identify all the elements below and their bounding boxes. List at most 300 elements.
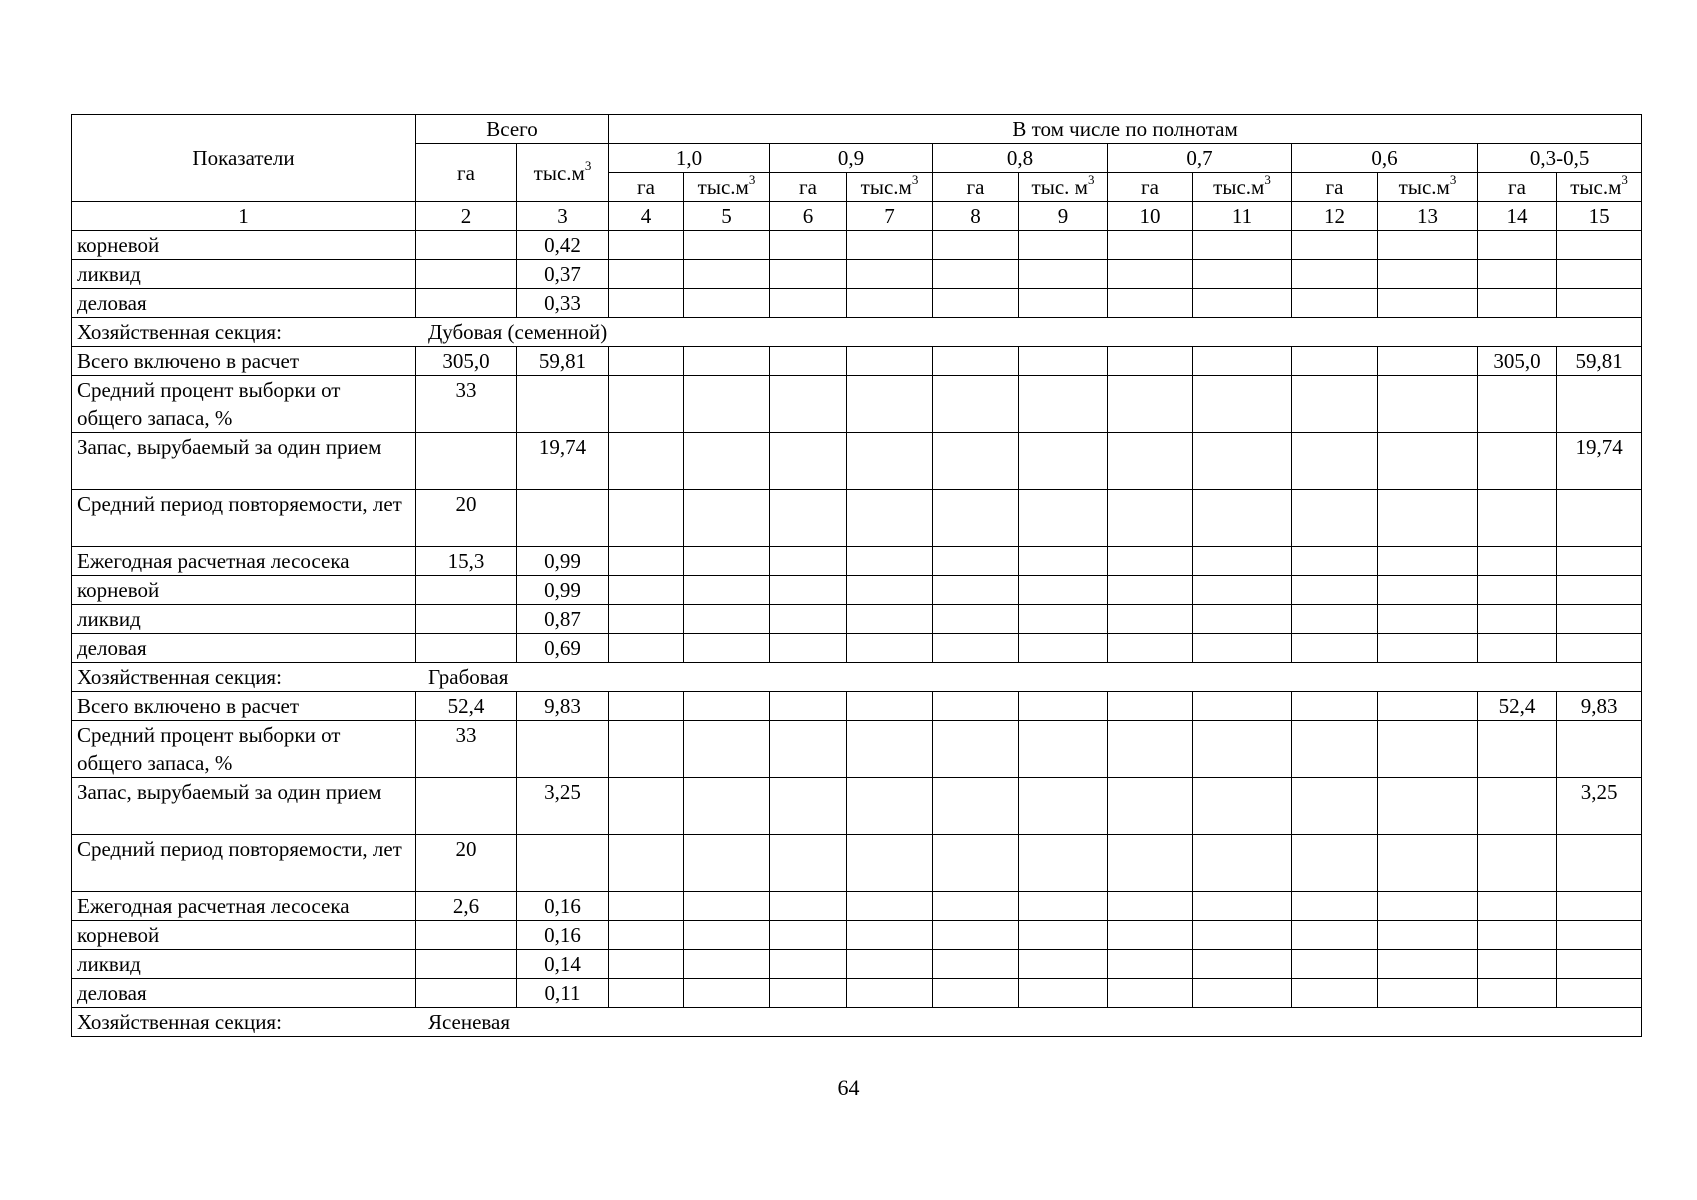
table-row bbox=[72, 692, 1642, 721]
empty-cell bbox=[609, 347, 684, 376]
empty-cell bbox=[847, 289, 933, 318]
column-number-cell: 5 bbox=[684, 202, 770, 231]
empty-cell bbox=[770, 721, 847, 778]
empty-cell bbox=[684, 231, 770, 260]
header-density-0-3-0-5: 0,3-0,5 bbox=[1478, 144, 1642, 173]
unit-text: тыс.м bbox=[1570, 175, 1622, 199]
total-volume-cell: 0,87 bbox=[517, 605, 609, 634]
density-0-3-0-5-volume-cell bbox=[1557, 721, 1642, 778]
total-ha-cell bbox=[416, 433, 517, 490]
empty-cell bbox=[1193, 376, 1292, 433]
empty-cell bbox=[1108, 921, 1193, 950]
density-0-3-0-5-ha-cell bbox=[1478, 892, 1557, 921]
empty-cell bbox=[609, 950, 684, 979]
density-0-3-0-5-volume-cell bbox=[1557, 892, 1642, 921]
empty-cell bbox=[684, 376, 770, 433]
column-number-cell: 14 bbox=[1478, 202, 1557, 231]
table-row bbox=[72, 347, 1642, 376]
empty-cell bbox=[770, 950, 847, 979]
table-row bbox=[72, 231, 1642, 260]
empty-cell bbox=[847, 605, 933, 634]
density-0-3-0-5-volume-cell bbox=[1557, 376, 1642, 433]
empty-cell bbox=[1292, 634, 1378, 663]
unit-superscript: 3 bbox=[1264, 172, 1271, 187]
header-density-0-8: 0,8 bbox=[933, 144, 1108, 173]
empty-cell bbox=[1193, 490, 1292, 547]
empty-cell bbox=[1193, 778, 1292, 835]
density-0-3-0-5-ha-cell bbox=[1478, 547, 1557, 576]
subheader-volume bbox=[1378, 173, 1478, 202]
section-row bbox=[72, 1008, 1642, 1037]
subheader-volume bbox=[1019, 173, 1108, 202]
empty-cell bbox=[933, 950, 1019, 979]
empty-cell bbox=[1378, 376, 1478, 433]
empty-cell bbox=[609, 721, 684, 778]
table-row bbox=[72, 490, 1642, 547]
total-ha-cell bbox=[416, 576, 517, 605]
empty-cell bbox=[1378, 979, 1478, 1008]
empty-cell bbox=[684, 921, 770, 950]
empty-cell bbox=[847, 634, 933, 663]
column-number-cell: 2 bbox=[416, 202, 517, 231]
density-0-3-0-5-ha-cell bbox=[1478, 921, 1557, 950]
empty-cell bbox=[1292, 778, 1378, 835]
section-cell bbox=[72, 318, 1642, 347]
empty-cell bbox=[609, 605, 684, 634]
header-indicators: Показатели bbox=[72, 115, 416, 202]
empty-cell bbox=[847, 376, 933, 433]
empty-cell bbox=[933, 260, 1019, 289]
density-0-3-0-5-volume-cell bbox=[1557, 979, 1642, 1008]
empty-cell bbox=[684, 433, 770, 490]
empty-cell bbox=[609, 433, 684, 490]
row-label: Запас, вырубаемый за один прием bbox=[72, 778, 416, 835]
table-row bbox=[72, 547, 1642, 576]
row-label: деловая bbox=[72, 289, 416, 318]
empty-cell bbox=[770, 433, 847, 490]
row-label: ликвид bbox=[72, 260, 416, 289]
empty-cell bbox=[1108, 433, 1193, 490]
row-label: ликвид bbox=[72, 950, 416, 979]
empty-cell bbox=[933, 605, 1019, 634]
empty-cell bbox=[1378, 347, 1478, 376]
empty-cell bbox=[847, 231, 933, 260]
empty-cell bbox=[1108, 289, 1193, 318]
total-volume-cell: 0,14 bbox=[517, 950, 609, 979]
row-label: Всего включено в расчет bbox=[72, 692, 416, 721]
empty-cell bbox=[1378, 289, 1478, 318]
total-volume-cell bbox=[517, 835, 609, 892]
density-0-3-0-5-ha-cell bbox=[1478, 979, 1557, 1008]
empty-cell bbox=[1193, 433, 1292, 490]
header-density-0-9: 0,9 bbox=[770, 144, 933, 173]
empty-cell bbox=[770, 892, 847, 921]
empty-cell bbox=[609, 231, 684, 260]
empty-cell bbox=[1193, 721, 1292, 778]
empty-cell bbox=[1292, 547, 1378, 576]
section-row bbox=[72, 318, 1642, 347]
row-label: Ежегодная расчетная лесосека bbox=[72, 892, 416, 921]
empty-cell bbox=[770, 634, 847, 663]
density-0-3-0-5-volume-cell bbox=[1557, 490, 1642, 547]
empty-cell bbox=[847, 835, 933, 892]
table-row bbox=[72, 433, 1642, 490]
empty-cell bbox=[847, 576, 933, 605]
unit-superscript: 3 bbox=[1449, 172, 1457, 187]
unit-text: тыс.м bbox=[697, 175, 749, 199]
forest-indicators-table bbox=[71, 114, 1642, 1037]
total-ha-cell bbox=[416, 634, 517, 663]
density-0-3-0-5-volume-cell bbox=[1557, 576, 1642, 605]
density-0-3-0-5-ha-cell bbox=[1478, 778, 1557, 835]
empty-cell bbox=[933, 376, 1019, 433]
empty-cell bbox=[770, 692, 847, 721]
empty-cell bbox=[684, 892, 770, 921]
total-ha-cell bbox=[416, 979, 517, 1008]
empty-cell bbox=[770, 979, 847, 1008]
empty-cell bbox=[1019, 547, 1108, 576]
empty-cell bbox=[1019, 921, 1108, 950]
total-volume-cell: 0,99 bbox=[517, 547, 609, 576]
empty-cell bbox=[1378, 231, 1478, 260]
empty-cell bbox=[1108, 490, 1193, 547]
row-label: корневой bbox=[72, 576, 416, 605]
empty-cell bbox=[1019, 692, 1108, 721]
section-value: Дубовая (семенной) bbox=[427, 320, 608, 344]
table-row bbox=[72, 605, 1642, 634]
empty-cell bbox=[933, 892, 1019, 921]
empty-cell bbox=[684, 260, 770, 289]
empty-cell bbox=[1193, 979, 1292, 1008]
empty-cell bbox=[684, 490, 770, 547]
empty-cell bbox=[609, 289, 684, 318]
density-0-3-0-5-ha-cell bbox=[1478, 835, 1557, 892]
column-number-cell: 12 bbox=[1292, 202, 1378, 231]
empty-cell bbox=[1019, 721, 1108, 778]
empty-cell bbox=[1292, 721, 1378, 778]
row-label: Средний период повторяемости, лет bbox=[72, 490, 416, 547]
header-total-volume bbox=[517, 144, 609, 202]
row-label: Всего включено в расчет bbox=[72, 347, 416, 376]
total-ha-cell: 52,4 bbox=[416, 692, 517, 721]
empty-cell bbox=[1292, 950, 1378, 979]
density-0-3-0-5-ha-cell bbox=[1478, 950, 1557, 979]
empty-cell bbox=[1378, 892, 1478, 921]
density-0-3-0-5-volume-cell: 19,74 bbox=[1557, 433, 1642, 490]
subheader-ha: га bbox=[1108, 173, 1193, 202]
total-ha-cell: 20 bbox=[416, 835, 517, 892]
empty-cell bbox=[1292, 231, 1378, 260]
density-0-3-0-5-ha-cell bbox=[1478, 289, 1557, 318]
total-volume-cell: 0,69 bbox=[517, 634, 609, 663]
section-cell bbox=[72, 1008, 1642, 1037]
empty-cell bbox=[933, 921, 1019, 950]
empty-cell bbox=[770, 576, 847, 605]
empty-cell bbox=[933, 721, 1019, 778]
empty-cell bbox=[1193, 576, 1292, 605]
unit-text: тыс.м bbox=[1213, 175, 1265, 199]
empty-cell bbox=[1378, 547, 1478, 576]
empty-cell bbox=[609, 778, 684, 835]
empty-cell bbox=[684, 289, 770, 318]
empty-cell bbox=[1378, 721, 1478, 778]
row-label: Средний процент выборки от общего запаса, % bbox=[72, 376, 416, 433]
total-ha-cell: 20 bbox=[416, 490, 517, 547]
empty-cell bbox=[1193, 950, 1292, 979]
unit-text: тыс.м bbox=[533, 160, 585, 185]
column-number-cell: 10 bbox=[1108, 202, 1193, 231]
empty-cell bbox=[1378, 950, 1478, 979]
row-label: деловая bbox=[72, 979, 416, 1008]
empty-cell bbox=[1193, 347, 1292, 376]
density-0-3-0-5-ha-cell bbox=[1478, 376, 1557, 433]
column-number-cell: 11 bbox=[1193, 202, 1292, 231]
subheader-volume bbox=[1557, 173, 1642, 202]
total-ha-cell bbox=[416, 605, 517, 634]
total-volume-cell: 0,33 bbox=[517, 289, 609, 318]
section-label: Хозяйственная секция: bbox=[77, 320, 282, 344]
empty-cell bbox=[847, 778, 933, 835]
page-number: 64 bbox=[837, 1075, 860, 1100]
empty-cell bbox=[1108, 576, 1193, 605]
column-number-cell: 9 bbox=[1019, 202, 1108, 231]
empty-cell bbox=[1193, 692, 1292, 721]
empty-cell bbox=[1292, 979, 1378, 1008]
empty-cell bbox=[1108, 376, 1193, 433]
empty-cell bbox=[1019, 576, 1108, 605]
empty-cell bbox=[1378, 835, 1478, 892]
empty-cell bbox=[1292, 347, 1378, 376]
total-ha-cell bbox=[416, 289, 517, 318]
density-0-3-0-5-ha-cell bbox=[1478, 260, 1557, 289]
empty-cell bbox=[847, 921, 933, 950]
empty-cell bbox=[1378, 260, 1478, 289]
section-value: Грабовая bbox=[427, 665, 509, 689]
empty-cell bbox=[1193, 231, 1292, 260]
empty-cell bbox=[684, 347, 770, 376]
table-row bbox=[72, 376, 1642, 433]
empty-cell bbox=[770, 376, 847, 433]
density-0-3-0-5-ha-cell bbox=[1478, 231, 1557, 260]
empty-cell bbox=[1019, 979, 1108, 1008]
row-label: Ежегодная расчетная лесосека bbox=[72, 547, 416, 576]
section-row bbox=[72, 663, 1642, 692]
empty-cell bbox=[684, 547, 770, 576]
empty-cell bbox=[609, 260, 684, 289]
empty-cell bbox=[1108, 721, 1193, 778]
total-volume-cell: 0,11 bbox=[517, 979, 609, 1008]
total-ha-cell bbox=[416, 260, 517, 289]
density-0-3-0-5-volume-cell bbox=[1557, 605, 1642, 634]
empty-cell bbox=[1193, 605, 1292, 634]
empty-cell bbox=[847, 547, 933, 576]
empty-cell bbox=[684, 950, 770, 979]
total-ha-cell: 305,0 bbox=[416, 347, 517, 376]
subheader-ha: га bbox=[609, 173, 684, 202]
total-ha-cell bbox=[416, 778, 517, 835]
total-volume-cell bbox=[517, 376, 609, 433]
total-ha-cell: 2,6 bbox=[416, 892, 517, 921]
empty-cell bbox=[933, 547, 1019, 576]
empty-cell bbox=[684, 721, 770, 778]
empty-cell bbox=[770, 778, 847, 835]
empty-cell bbox=[1292, 433, 1378, 490]
empty-cell bbox=[933, 979, 1019, 1008]
empty-cell bbox=[847, 892, 933, 921]
table-row bbox=[72, 950, 1642, 979]
column-number-cell: 6 bbox=[770, 202, 847, 231]
section-value: Ясеневая bbox=[427, 1010, 511, 1034]
empty-cell bbox=[1108, 778, 1193, 835]
total-ha-cell: 15,3 bbox=[416, 547, 517, 576]
column-number-cell: 7 bbox=[847, 202, 933, 231]
empty-cell bbox=[609, 692, 684, 721]
empty-cell bbox=[847, 260, 933, 289]
empty-cell bbox=[609, 892, 684, 921]
empty-cell bbox=[1019, 835, 1108, 892]
empty-cell bbox=[1193, 835, 1292, 892]
total-volume-cell bbox=[517, 721, 609, 778]
column-number-cell: 15 bbox=[1557, 202, 1642, 231]
total-volume-cell: 0,16 bbox=[517, 892, 609, 921]
empty-cell bbox=[1378, 433, 1478, 490]
empty-cell bbox=[933, 576, 1019, 605]
empty-cell bbox=[1292, 692, 1378, 721]
empty-cell bbox=[609, 490, 684, 547]
unit-superscript: 3 bbox=[911, 172, 919, 187]
subheader-volume bbox=[684, 173, 770, 202]
empty-cell bbox=[847, 490, 933, 547]
density-0-3-0-5-ha-cell bbox=[1478, 490, 1557, 547]
empty-cell bbox=[1292, 576, 1378, 605]
total-volume-cell: 0,37 bbox=[517, 260, 609, 289]
empty-cell bbox=[1019, 376, 1108, 433]
empty-cell bbox=[1019, 778, 1108, 835]
empty-cell bbox=[933, 692, 1019, 721]
empty-cell bbox=[1108, 979, 1193, 1008]
empty-cell bbox=[1292, 835, 1378, 892]
row-label: Средний период повторяемости, лет bbox=[72, 835, 416, 892]
unit-superscript: 3 bbox=[1621, 172, 1628, 187]
empty-cell bbox=[847, 692, 933, 721]
empty-cell bbox=[1108, 547, 1193, 576]
empty-cell bbox=[1193, 547, 1292, 576]
empty-cell bbox=[1193, 892, 1292, 921]
table-row bbox=[72, 778, 1642, 835]
empty-cell bbox=[609, 921, 684, 950]
empty-cell bbox=[684, 979, 770, 1008]
empty-cell bbox=[933, 835, 1019, 892]
header-total-ha: га bbox=[416, 144, 517, 202]
subheader-ha: га bbox=[1478, 173, 1557, 202]
table-row bbox=[72, 634, 1642, 663]
empty-cell bbox=[684, 576, 770, 605]
empty-cell bbox=[1292, 289, 1378, 318]
empty-cell bbox=[1193, 634, 1292, 663]
empty-cell bbox=[1019, 347, 1108, 376]
density-0-3-0-5-volume-cell bbox=[1557, 634, 1642, 663]
table-row bbox=[72, 835, 1642, 892]
table-row bbox=[72, 892, 1642, 921]
density-0-3-0-5-ha-cell bbox=[1478, 576, 1557, 605]
empty-cell bbox=[933, 433, 1019, 490]
density-0-3-0-5-volume-cell: 3,25 bbox=[1557, 778, 1642, 835]
empty-cell bbox=[1019, 490, 1108, 547]
column-number-row bbox=[72, 202, 1642, 231]
row-label: корневой bbox=[72, 921, 416, 950]
row-label: ликвид bbox=[72, 605, 416, 634]
empty-cell bbox=[1019, 950, 1108, 979]
empty-cell bbox=[933, 289, 1019, 318]
empty-cell bbox=[847, 950, 933, 979]
empty-cell bbox=[1292, 260, 1378, 289]
empty-cell bbox=[1292, 376, 1378, 433]
density-0-3-0-5-ha-cell: 305,0 bbox=[1478, 347, 1557, 376]
section-label: Хозяйственная секция: bbox=[77, 665, 282, 689]
empty-cell bbox=[933, 778, 1019, 835]
density-0-3-0-5-ha-cell bbox=[1478, 433, 1557, 490]
row-label: корневой bbox=[72, 231, 416, 260]
header-total: Всего bbox=[416, 115, 609, 144]
unit-text: тыс.м bbox=[1398, 175, 1450, 199]
empty-cell bbox=[609, 979, 684, 1008]
header-row-1 bbox=[72, 115, 1642, 144]
empty-cell bbox=[1019, 892, 1108, 921]
header-density-0-7: 0,7 bbox=[1108, 144, 1292, 173]
empty-cell bbox=[1019, 433, 1108, 490]
density-0-3-0-5-ha-cell bbox=[1478, 605, 1557, 634]
empty-cell bbox=[684, 778, 770, 835]
density-0-3-0-5-ha-cell: 52,4 bbox=[1478, 692, 1557, 721]
unit-text: тыс. м bbox=[1031, 175, 1088, 199]
density-0-3-0-5-ha-cell bbox=[1478, 721, 1557, 778]
total-volume-cell bbox=[517, 490, 609, 547]
row-label: Запас, вырубаемый за один прием bbox=[72, 433, 416, 490]
unit-superscript: 3 bbox=[748, 172, 756, 187]
empty-cell bbox=[1193, 921, 1292, 950]
empty-cell bbox=[1193, 289, 1292, 318]
total-volume-cell: 0,16 bbox=[517, 921, 609, 950]
density-0-3-0-5-ha-cell bbox=[1478, 634, 1557, 663]
empty-cell bbox=[1378, 605, 1478, 634]
unit-superscript: 3 bbox=[1087, 172, 1095, 187]
density-0-3-0-5-volume-cell bbox=[1557, 547, 1642, 576]
empty-cell bbox=[1378, 576, 1478, 605]
unit-superscript: 3 bbox=[584, 157, 592, 173]
empty-cell bbox=[770, 231, 847, 260]
empty-cell bbox=[1292, 605, 1378, 634]
empty-cell bbox=[847, 433, 933, 490]
empty-cell bbox=[770, 347, 847, 376]
empty-cell bbox=[1108, 692, 1193, 721]
table-row bbox=[72, 260, 1642, 289]
subheader-volume bbox=[1193, 173, 1292, 202]
empty-cell bbox=[847, 721, 933, 778]
empty-cell bbox=[684, 605, 770, 634]
header-including-by-density: В том числе по полнотам bbox=[609, 115, 1642, 144]
empty-cell bbox=[1108, 835, 1193, 892]
total-ha-cell bbox=[416, 921, 517, 950]
empty-cell bbox=[847, 347, 933, 376]
density-0-3-0-5-volume-cell bbox=[1557, 289, 1642, 318]
empty-cell bbox=[1108, 231, 1193, 260]
empty-cell bbox=[1378, 490, 1478, 547]
empty-cell bbox=[1378, 634, 1478, 663]
column-number-cell: 4 bbox=[609, 202, 684, 231]
row-label: деловая bbox=[72, 634, 416, 663]
header-density-1-0: 1,0 bbox=[609, 144, 770, 173]
empty-cell bbox=[1019, 260, 1108, 289]
